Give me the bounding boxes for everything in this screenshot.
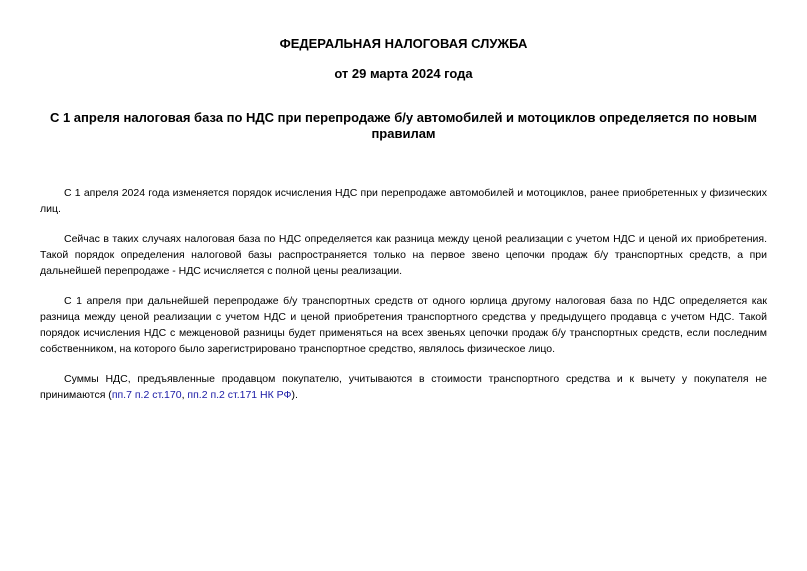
reference-separator: , [181,389,188,401]
law-reference-link-171[interactable]: пп.2 п.2 ст.171 НК РФ [187,389,292,401]
paragraph-3: С 1 апреля при дальнейшей перепродаже б/у транспортных средств от одного юрлица другому налоговая база по НДС определяется как разница между ценой реализации с учетом НДС и ценой приобретения транспортного средства у предыдущего продавца с учетом НДС. Такой порядок исчисления НДС с межценовой разницы будет применяться на всех звеньях цепочки продаж б/у транспортных средств, если последним собственником, на которого было зарегистрировано транспортное средство, являлось физическое лицо. [40,295,767,355]
law-reference-link-170[interactable]: пп.7 п.2 ст.170 [111,389,182,401]
paragraph-2: Сейчас в таких случаях налоговая база по НДС определяется как разница между ценой реализации с учетом НДС и ценой их приобретения. Такой порядок определения налоговой базы распространяется только на первое звено цепочки продаж б/у транспортных средств, а при дальнейшей перепродаже - НДС исчисляется с полной цены реализации. [40,233,767,277]
paragraph-1: С 1 апреля 2024 года изменяется порядок исчисления НДС при перепродаже автомобилей и мотоциклов, ранее приобретенных у физических лиц. [40,187,767,215]
paragraph-4 [40,371,767,403]
paragraph-4-text: Суммы НДС, предъявленные продавцом покупателю, учитываются в стоимости транспортного средства и к вычету у покупателя не принимаются ( [40,373,767,401]
document-body [40,185,767,417]
paragraph-4-closing: ). [291,389,298,401]
document-title: С 1 апреля налоговая база по НДС при перепродаже б/у автомобилей и мотоциклов определяется по новым правилам [49,110,758,141]
agency-name: ФЕДЕРАЛЬНАЯ НАЛОГОВАЯ СЛУЖБА [279,36,528,51]
document-date: от 29 марта 2024 года [334,66,473,81]
